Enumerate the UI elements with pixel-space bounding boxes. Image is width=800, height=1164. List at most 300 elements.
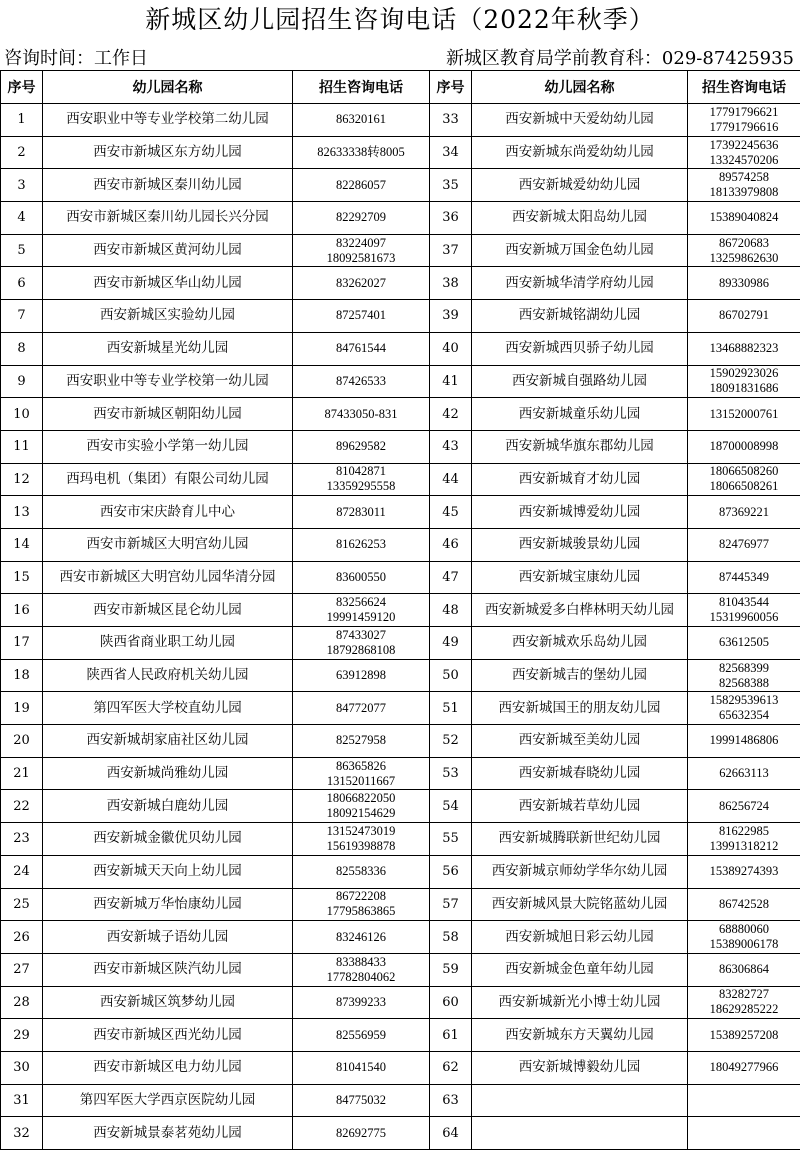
seq-cell: 19: [1, 692, 43, 725]
kindergarten-name-cell: 西安新城区筑梦幼儿园: [43, 986, 293, 1019]
phone-cell: [293, 136, 430, 169]
phone-number: 81626253: [336, 537, 386, 552]
phone-number: 83262027: [336, 275, 386, 290]
phone-cell: [293, 332, 430, 365]
phone-number: 86722208: [336, 889, 386, 904]
phone-cell: [688, 169, 800, 202]
phone-number: 87433027: [336, 627, 386, 642]
seq-cell: 53: [430, 757, 472, 790]
phone-number: 18792868108: [326, 642, 396, 657]
seq-cell: 16: [1, 594, 43, 627]
seq-cell: 40: [430, 332, 472, 365]
phone-number: 82692775: [336, 1125, 386, 1140]
kindergarten-name-cell: 西安市新城区黄河幼儿园: [43, 234, 293, 267]
phone-number: 84761544: [336, 341, 386, 356]
seq-cell: 54: [430, 790, 472, 823]
seq-cell: 23: [1, 823, 43, 856]
seq-cell: 32: [1, 1117, 43, 1150]
kindergarten-name-cell: 西安市新城区东方幼儿园: [43, 136, 293, 169]
phone-cell: [688, 234, 800, 267]
phone-cell: [688, 659, 800, 692]
kindergarten-name-cell: 西安新城万华怡康幼儿园: [43, 888, 293, 921]
seq-cell: 46: [430, 528, 472, 561]
seq-cell: 63: [430, 1084, 472, 1117]
table-row: [1, 300, 800, 333]
table-row: [1, 136, 800, 169]
phone-number: 15829539613: [709, 693, 779, 708]
phone-number: 83282727: [719, 987, 769, 1002]
kindergarten-name-cell: 西安新城万国金色幼儿园: [472, 234, 688, 267]
phone-number: 15389006178: [709, 937, 779, 952]
table-row: [1, 823, 800, 856]
phone-cell: [688, 365, 800, 398]
phone-cell: [688, 104, 800, 137]
col-header-seq-left: 序号: [1, 71, 43, 104]
phone-cell: [293, 1084, 430, 1117]
table-body: [1, 104, 800, 1150]
phone-number: 86742528: [719, 896, 769, 911]
phone-number: 63612505: [719, 635, 769, 650]
kindergarten-name-cell: 西安职业中等专业学校第二幼儿园: [43, 104, 293, 137]
seq-cell: 33: [430, 104, 472, 137]
seq-cell: 51: [430, 692, 472, 725]
phone-number: 81622985: [719, 823, 769, 838]
phone-cell: [688, 953, 800, 986]
kindergarten-table: [0, 70, 800, 1150]
table-row: [1, 496, 800, 529]
phone-cell: [688, 430, 800, 463]
phone-number: 84772077: [336, 700, 386, 715]
kindergarten-name-cell: 西安新城自强路幼儿园: [472, 365, 688, 398]
seq-cell: 44: [430, 463, 472, 496]
phone-number: 82286057: [336, 177, 386, 192]
kindergarten-name-cell: 西玛电机（集团）有限公司幼儿园: [43, 463, 293, 496]
phone-number: 18066508260: [709, 464, 779, 479]
phone-cell: [688, 594, 800, 627]
phone-cell: [293, 463, 430, 496]
table-row: [1, 1051, 800, 1084]
table-row: [1, 561, 800, 594]
phone-cell: [293, 104, 430, 137]
seq-cell: 30: [1, 1051, 43, 1084]
phone-cell: [688, 202, 800, 235]
phone-cell: [688, 300, 800, 333]
phone-number: 87426533: [336, 373, 386, 388]
phone-number: 86306864: [719, 962, 769, 977]
seq-cell: 8: [1, 332, 43, 365]
seq-cell: 49: [430, 627, 472, 660]
phone-cell: [688, 398, 800, 431]
phone-number: 17791796621: [709, 104, 779, 119]
phone-cell: [293, 594, 430, 627]
phone-number: 82568388: [719, 675, 769, 690]
seq-cell: 58: [430, 921, 472, 954]
seq-cell: 21: [1, 757, 43, 790]
phone-cell: [293, 398, 430, 431]
seq-cell: 10: [1, 398, 43, 431]
phone-cell: [688, 757, 800, 790]
consult-time: 咨询时间：工作日: [4, 48, 148, 69]
phone-number: 86365826: [336, 758, 386, 773]
phone-cell: [293, 528, 430, 561]
kindergarten-name-cell: 西安新城铭湖幼儿园: [472, 300, 688, 333]
phone-cell: [688, 921, 800, 954]
table-row: [1, 659, 800, 692]
table-row: [1, 627, 800, 660]
phone-number: 17795863865: [326, 904, 396, 919]
seq-cell: 45: [430, 496, 472, 529]
table-row: [1, 1019, 800, 1052]
phone-number: 87445349: [719, 569, 769, 584]
seq-cell: 43: [430, 430, 472, 463]
phone-cell: [293, 757, 430, 790]
kindergarten-name-cell: 西安新城景泰茗苑幼儿园: [43, 1117, 293, 1150]
phone-number: 18092154629: [326, 806, 396, 821]
phone-cell: [688, 1084, 800, 1117]
table-row: [1, 234, 800, 267]
seq-cell: 48: [430, 594, 472, 627]
seq-cell: 47: [430, 561, 472, 594]
kindergarten-name-cell: 西安市新城区电力幼儿园: [43, 1051, 293, 1084]
phone-cell: [688, 561, 800, 594]
kindergarten-name-cell: 西安新城金徽优贝幼儿园: [43, 823, 293, 856]
phone-number: 82292709: [336, 210, 386, 225]
phone-cell: [293, 1019, 430, 1052]
phone-number: 87433050-831: [324, 406, 398, 421]
table-row: [1, 790, 800, 823]
kindergarten-name-cell: 西安新城腾联新世纪幼儿园: [472, 823, 688, 856]
seq-cell: 14: [1, 528, 43, 561]
kindergarten-name-cell: 西安新城吉的堡幼儿园: [472, 659, 688, 692]
phone-cell: [293, 496, 430, 529]
kindergarten-name-cell: 西安市新城区昆仑幼儿园: [43, 594, 293, 627]
phone-cell: [293, 300, 430, 333]
phone-number: 18133979808: [709, 185, 779, 200]
kindergarten-name-cell: 西安新城中天爱幼幼儿园: [472, 104, 688, 137]
table-row: [1, 104, 800, 137]
phone-number: 13152011667: [326, 773, 396, 788]
kindergarten-name-cell: 西安新城风景大院铭蓝幼儿园: [472, 888, 688, 921]
table-row: [1, 594, 800, 627]
kindergarten-name-cell: 西安新城星光幼儿园: [43, 332, 293, 365]
table-row: [1, 1084, 800, 1117]
kindergarten-name-cell: 西安市新城区西光幼儿园: [43, 1019, 293, 1052]
department-contact: 新城区教育局学前教育科：029-87425935: [445, 48, 794, 69]
subheader: [0, 40, 800, 70]
phone-cell: [688, 790, 800, 823]
phone-number: 15902923026: [709, 366, 779, 381]
kindergarten-name-cell: 西安市新城区大明宫幼儿园华清分园: [43, 561, 293, 594]
table-row: [1, 725, 800, 758]
seq-cell: 62: [430, 1051, 472, 1084]
phone-cell: [688, 1019, 800, 1052]
phone-cell: [688, 692, 800, 725]
seq-cell: 41: [430, 365, 472, 398]
col-header-name-left: 幼儿园名称: [43, 71, 293, 104]
kindergarten-name-cell: 西安新城子语幼儿园: [43, 921, 293, 954]
table-row: [1, 1117, 800, 1150]
kindergarten-name-cell: 西安市新城区大明宫幼儿园: [43, 528, 293, 561]
phone-cell: [293, 692, 430, 725]
phone-cell: [293, 627, 430, 660]
phone-number: 89330986: [719, 275, 769, 290]
table-row: [1, 267, 800, 300]
kindergarten-name-cell: 西安职业中等专业学校第一幼儿园: [43, 365, 293, 398]
seq-cell: 29: [1, 1019, 43, 1052]
seq-cell: 42: [430, 398, 472, 431]
kindergarten-name-cell: 西安新城骏景幼儿园: [472, 528, 688, 561]
seq-cell: 11: [1, 430, 43, 463]
kindergarten-name-cell: 西安市宋庆龄育儿中心: [43, 496, 293, 529]
seq-cell: 28: [1, 986, 43, 1019]
seq-cell: 12: [1, 463, 43, 496]
phone-number: 13152473019: [326, 823, 396, 838]
kindergarten-name-cell: 西安新城华旗东郡幼儿园: [472, 430, 688, 463]
phone-cell: [688, 267, 800, 300]
phone-number: 13324570206: [709, 152, 779, 167]
seq-cell: 22: [1, 790, 43, 823]
seq-cell: 50: [430, 659, 472, 692]
phone-cell: [688, 986, 800, 1019]
phone-number: 62663113: [719, 766, 769, 781]
phone-number: 86720683: [719, 235, 769, 250]
phone-cell: [293, 823, 430, 856]
phone-cell: [688, 823, 800, 856]
phone-cell: [688, 1051, 800, 1084]
phone-cell: [293, 1051, 430, 1084]
table-row: [1, 692, 800, 725]
kindergarten-name-cell: 西安新城天天向上幼儿园: [43, 855, 293, 888]
kindergarten-name-cell: 西安新城若草幼儿园: [472, 790, 688, 823]
phone-cell: [293, 365, 430, 398]
kindergarten-name-cell: 西安新城爱幼幼儿园: [472, 169, 688, 202]
phone-cell: [688, 888, 800, 921]
phone-cell: [293, 1117, 430, 1150]
phone-number: 18092581673: [326, 250, 396, 265]
seq-cell: 35: [430, 169, 472, 202]
phone-cell: [293, 202, 430, 235]
kindergarten-name-cell: 西安新城育才幼儿园: [472, 463, 688, 496]
seq-cell: 64: [430, 1117, 472, 1150]
phone-number: 86256724: [719, 798, 769, 813]
kindergarten-name-cell: 西安新城太阳岛幼儿园: [472, 202, 688, 235]
table-row: [1, 202, 800, 235]
phone-number: 87399233: [336, 994, 386, 1009]
phone-number: 19991486806: [709, 733, 779, 748]
kindergarten-name-cell: [472, 1084, 688, 1117]
table-row: [1, 757, 800, 790]
phone-number: 13359295558: [326, 479, 396, 494]
kindergarten-name-cell: 西安新城西贝骄子幼儿园: [472, 332, 688, 365]
phone-number: 82556959: [336, 1027, 386, 1042]
phone-number: 87283011: [336, 504, 386, 519]
phone-cell: [293, 234, 430, 267]
phone-number: 84775032: [336, 1092, 386, 1107]
kindergarten-name-cell: 西安市新城区华山幼儿园: [43, 267, 293, 300]
table-row: [1, 332, 800, 365]
kindergarten-name-cell: 西安新城旭日彩云幼儿园: [472, 921, 688, 954]
seq-cell: 13: [1, 496, 43, 529]
phone-number: 13152000761: [709, 406, 779, 421]
phone-cell: [293, 855, 430, 888]
seq-cell: 20: [1, 725, 43, 758]
phone-cell: [293, 430, 430, 463]
table-row: [1, 855, 800, 888]
seq-cell: 2: [1, 136, 43, 169]
kindergarten-name-cell: 陕西省人民政府机关幼儿园: [43, 659, 293, 692]
phone-number: 18066508261: [709, 479, 779, 494]
phone-number: 89629582: [336, 439, 386, 454]
seq-cell: 57: [430, 888, 472, 921]
phone-number: 87257401: [336, 308, 386, 323]
phone-cell: [293, 790, 430, 823]
col-header-seq-right: 序号: [430, 71, 472, 104]
seq-cell: 61: [430, 1019, 472, 1052]
phone-cell: [688, 1117, 800, 1150]
seq-cell: 18: [1, 659, 43, 692]
phone-number: 17392245636: [709, 137, 779, 152]
table-row: [1, 528, 800, 561]
table-row: [1, 986, 800, 1019]
seq-cell: 9: [1, 365, 43, 398]
phone-cell: [293, 267, 430, 300]
kindergarten-name-cell: 西安新城至美幼儿园: [472, 725, 688, 758]
kindergarten-name-cell: 西安新城京师幼学华尔幼儿园: [472, 855, 688, 888]
phone-number: 83388433: [336, 954, 386, 969]
phone-cell: [688, 855, 800, 888]
kindergarten-name-cell: 西安新城东方天翼幼儿园: [472, 1019, 688, 1052]
seq-cell: 34: [430, 136, 472, 169]
phone-cell: [688, 136, 800, 169]
kindergarten-name-cell: 西安新城区实验幼儿园: [43, 300, 293, 333]
phone-number: 18049277966: [709, 1060, 779, 1075]
seq-cell: 4: [1, 202, 43, 235]
seq-cell: 6: [1, 267, 43, 300]
phone-cell: [688, 627, 800, 660]
seq-cell: 17: [1, 627, 43, 660]
kindergarten-name-cell: 西安新城国王的朋友幼儿园: [472, 692, 688, 725]
kindergarten-name-cell: 西安市实验小学第一幼儿园: [43, 430, 293, 463]
seq-cell: 56: [430, 855, 472, 888]
seq-cell: 3: [1, 169, 43, 202]
phone-number: 82568399: [719, 660, 769, 675]
phone-number: 86320161: [336, 112, 386, 127]
kindergarten-name-cell: 西安新城尚雅幼儿园: [43, 757, 293, 790]
phone-cell: [293, 953, 430, 986]
phone-cell: [688, 332, 800, 365]
kindergarten-name-cell: 第四军医大学西京医院幼儿园: [43, 1084, 293, 1117]
phone-number: 82527958: [336, 733, 386, 748]
phone-number: 65632354: [719, 708, 769, 723]
table-row: [1, 398, 800, 431]
phone-number: 13991318212: [709, 838, 779, 853]
kindergarten-name-cell: 西安新城童乐幼儿园: [472, 398, 688, 431]
phone-number: 82633338转8005: [317, 145, 405, 160]
table-row: [1, 953, 800, 986]
phone-number: 15389257208: [709, 1027, 779, 1042]
phone-cell: [688, 496, 800, 529]
kindergarten-name-cell: 西安市新城区秦川幼儿园: [43, 169, 293, 202]
phone-number: 83246126: [336, 929, 386, 944]
kindergarten-name-cell: 西安新城金色童年幼儿园: [472, 953, 688, 986]
phone-number: 15389040824: [709, 210, 779, 225]
phone-cell: [688, 725, 800, 758]
kindergarten-name-cell: 西安新城白鹿幼儿园: [43, 790, 293, 823]
kindergarten-name-cell: 西安新城胡家庙社区幼儿园: [43, 725, 293, 758]
seq-cell: 5: [1, 234, 43, 267]
seq-cell: 25: [1, 888, 43, 921]
phone-number: 82558336: [336, 864, 386, 879]
table-row: [1, 365, 800, 398]
phone-number: 82476977: [719, 537, 769, 552]
phone-cell: [688, 463, 800, 496]
phone-number: 18091831686: [709, 381, 779, 396]
phone-cell: [293, 561, 430, 594]
kindergarten-name-cell: 西安新城华清学府幼儿园: [472, 267, 688, 300]
seq-cell: 55: [430, 823, 472, 856]
seq-cell: 1: [1, 104, 43, 137]
phone-number: 83600550: [336, 569, 386, 584]
phone-cell: [293, 725, 430, 758]
kindergarten-name-cell: 西安新城东尚爱幼幼儿园: [472, 136, 688, 169]
phone-number: 18629285222: [709, 1002, 779, 1017]
kindergarten-name-cell: 西安新城博毅幼儿园: [472, 1051, 688, 1084]
seq-cell: 24: [1, 855, 43, 888]
phone-number: 15619398878: [326, 838, 396, 853]
phone-number: 15319960056: [709, 610, 779, 625]
seq-cell: 36: [430, 202, 472, 235]
phone-cell: [293, 888, 430, 921]
kindergarten-name-cell: 西安新城宝康幼儿园: [472, 561, 688, 594]
table-row: [1, 463, 800, 496]
table-row: [1, 169, 800, 202]
seq-cell: 38: [430, 267, 472, 300]
phone-number: 63912898: [336, 668, 386, 683]
phone-cell: [293, 986, 430, 1019]
kindergarten-name-cell: 西安新城欢乐岛幼儿园: [472, 627, 688, 660]
phone-cell: [293, 921, 430, 954]
phone-number: 87369221: [719, 504, 769, 519]
phone-number: 15389274393: [709, 864, 779, 879]
kindergarten-name-cell: 西安新城春晓幼儿园: [472, 757, 688, 790]
seq-cell: 27: [1, 953, 43, 986]
phone-cell: [688, 528, 800, 561]
seq-cell: 39: [430, 300, 472, 333]
seq-cell: 52: [430, 725, 472, 758]
seq-cell: 31: [1, 1084, 43, 1117]
seq-cell: 7: [1, 300, 43, 333]
col-header-phone-right: 招生咨询电话: [688, 71, 800, 104]
phone-number: 18700008998: [709, 439, 779, 454]
phone-number: 13468882323: [709, 341, 779, 356]
table-row: [1, 888, 800, 921]
phone-number: 13259862630: [709, 250, 779, 265]
phone-number: 83256624: [336, 595, 386, 610]
page-title: 新城区幼儿园招生咨询电话（2022年秋季）: [145, 5, 655, 34]
phone-number: 83224097: [336, 235, 386, 250]
col-header-name-right: 幼儿园名称: [472, 71, 688, 104]
kindergarten-name-cell: 第四军医大学校直幼儿园: [43, 692, 293, 725]
phone-number: 89574258: [719, 170, 769, 185]
phone-number: 17791796616: [709, 119, 779, 134]
table-row: [1, 430, 800, 463]
phone-cell: [293, 659, 430, 692]
phone-number: 18066822050: [326, 791, 396, 806]
kindergarten-name-cell: 西安市新城区秦川幼儿园长兴分园: [43, 202, 293, 235]
seq-cell: 59: [430, 953, 472, 986]
col-header-phone-left: 招生咨询电话: [293, 71, 430, 104]
table-header-row: [1, 71, 800, 104]
